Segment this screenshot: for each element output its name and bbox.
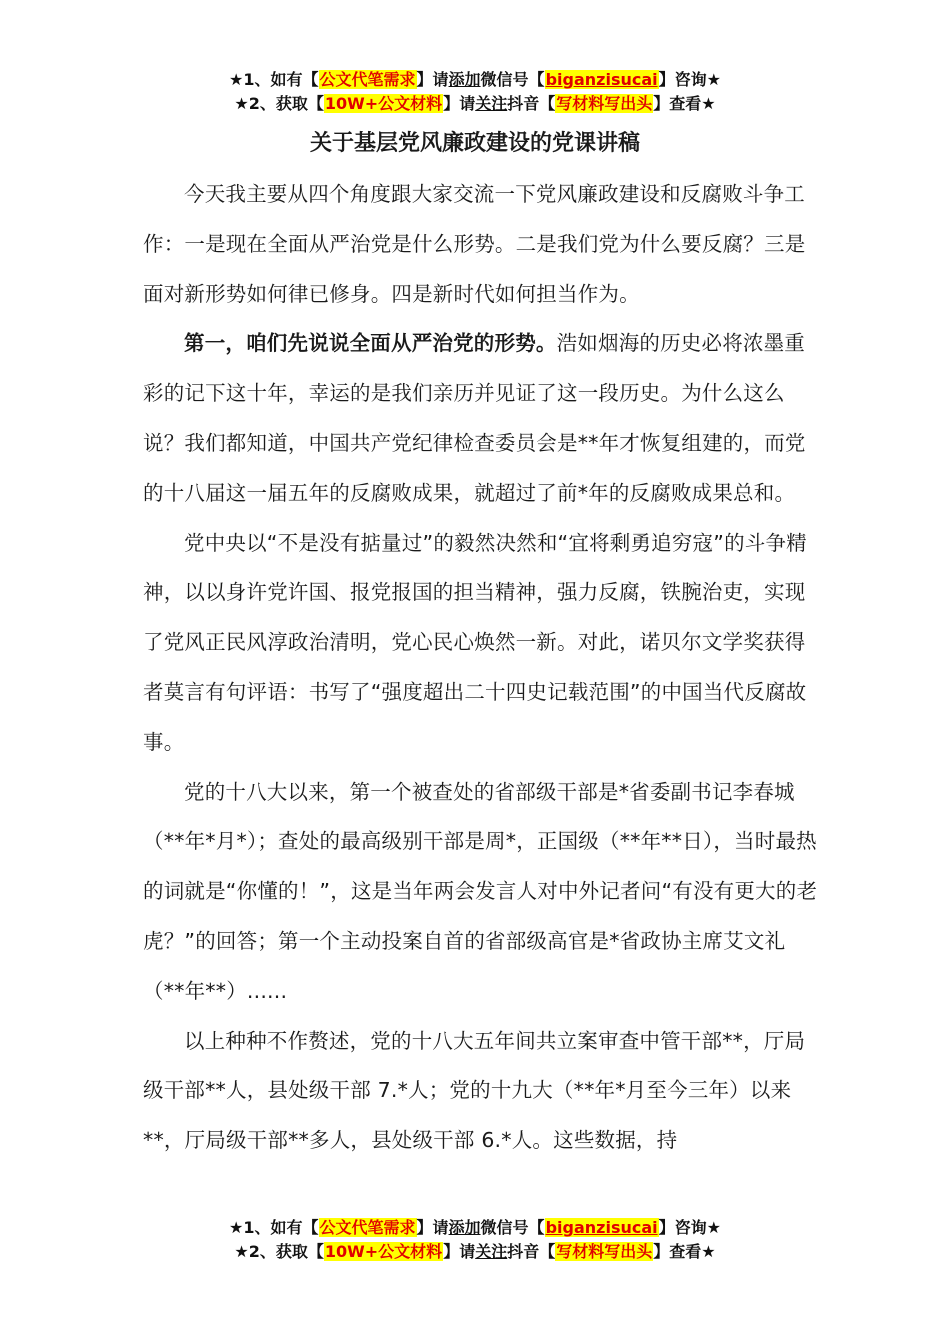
promo-line-2-mid2: 抖音【 bbox=[507, 94, 556, 113]
promo-materials-highlight: 10W+公文材料 bbox=[324, 94, 443, 113]
promo-douyin-account[interactable]: 写材料写出头 bbox=[556, 94, 653, 113]
promo-line-2-mid2: 抖音【 bbox=[507, 1242, 556, 1261]
document-title: 关于基层党风廉政建设的党课讲稿 bbox=[309, 131, 640, 156]
promo-douyin-account[interactable]: 写材料写出头 bbox=[556, 1242, 653, 1261]
promo-ghostwriting-highlight: 公文代笔需求 bbox=[319, 1218, 416, 1237]
promo-line-1 bbox=[0, 1216, 950, 1240]
paragraph-text: 今天我主要从四个角度跟大家交流一下党风廉政建设和反腐败斗争工作：一是现在全面从严治党是什么形势。二是我们党为什么要反腐？三是面对新形势如何律已修身。四是新时代如何担当作为。 bbox=[143, 182, 806, 306]
promo-wechat-id[interactable]: biganzisucai bbox=[545, 1218, 658, 1237]
promo-follow-underlined: 关注 bbox=[475, 1242, 508, 1261]
document-body bbox=[143, 170, 823, 1166]
paragraph bbox=[143, 768, 823, 1017]
paragraph bbox=[143, 519, 823, 768]
promo-line-2-suffix: 】查看★ bbox=[653, 1242, 716, 1261]
promo-line-1-suffix: 】咨询★ bbox=[658, 70, 721, 89]
promo-line-2-mid1: 】请 bbox=[443, 1242, 476, 1261]
promo-line-2-prefix: ★2、获取【 bbox=[234, 1242, 324, 1261]
promo-line-1-mid1: 】请 bbox=[416, 1218, 449, 1237]
promo-line-2-suffix: 】查看★ bbox=[653, 94, 716, 113]
paragraph-text: 党的十八大以来，第一个被查处的省部级干部是*省委副书记李春城（**年*月*）；查处的最高级别干部是周*，正国级（**年**日），当时最热的词就是“你懂的！”，这是当年两会发言人对中外记者问“有没有更大的老虎？”的回答；第一个主动投案自首的省部级高官是*省政协主席艾文礼（**年**）...... bbox=[143, 779, 818, 1003]
promo-line-1-prefix: ★1、如有【 bbox=[229, 70, 319, 89]
promo-line-1 bbox=[0, 68, 950, 92]
promo-line-1-mid1: 】请 bbox=[416, 70, 449, 89]
promo-materials-highlight: 10W+公文材料 bbox=[324, 1242, 443, 1261]
promo-line-1-mid2: 微信号【 bbox=[480, 1218, 545, 1237]
promo-line-2 bbox=[0, 92, 950, 116]
paragraph bbox=[143, 319, 823, 518]
paragraph-text: 以上种种不作赘述，党的十八大五年间共立案审查中管干部**，厅局级干部**人，县处级干部 7.*人；党的十九大（**年*月至今三年）以来**，厅局级干部**多人，县处级干部 6.*人。这些数据，持 bbox=[143, 1028, 806, 1153]
promo-ghostwriting-highlight: 公文代笔需求 bbox=[319, 70, 416, 89]
promo-line-2-prefix: ★2、获取【 bbox=[234, 94, 324, 113]
paragraph bbox=[143, 170, 823, 319]
promo-add-underlined: 添加 bbox=[448, 70, 481, 89]
promo-banner-bottom bbox=[0, 1216, 950, 1264]
promo-line-1-prefix: ★1、如有【 bbox=[229, 1218, 319, 1237]
promo-line-2-mid1: 】请 bbox=[443, 94, 476, 113]
promo-line-1-mid2: 微信号【 bbox=[480, 70, 545, 89]
promo-wechat-id[interactable]: biganzisucai bbox=[545, 70, 658, 89]
promo-line-2 bbox=[0, 1240, 950, 1264]
paragraph-text: 党中央以“不是没有掂量过”的毅然决然和“宜将剩勇追穷寇”的斗争精神，以以身许党许国、报党报国的担当精神，强力反腐，铁腕治吏，实现了党风正民风淳政治清明，党心民心焕然一新。对此，诺贝尔文学奖获得者莫言有句评语：书写了“强度超出二十四史记载范围”的中国当代反腐故事。 bbox=[143, 530, 807, 754]
promo-line-1-suffix: 】咨询★ bbox=[658, 1218, 721, 1237]
paragraph-text: 浩如烟海的历史必将浓墨重彩的记下这十年，幸运的是我们亲历并见证了这一段历史。为什么这么说？我们都知道，中国共产党纪律检查委员会是**年才恢复组建的，而党的十八届这一届五年的反腐败成果，就超过了前*年的反腐败成果总和。 bbox=[143, 331, 806, 505]
promo-banner-top bbox=[0, 68, 950, 116]
promo-add-underlined: 添加 bbox=[448, 1218, 481, 1237]
promo-follow-underlined: 关注 bbox=[475, 94, 508, 113]
paragraph bbox=[143, 1017, 823, 1166]
paragraph-lead: 第一，咱们先说说全面从严治党的形势。 bbox=[184, 331, 557, 356]
